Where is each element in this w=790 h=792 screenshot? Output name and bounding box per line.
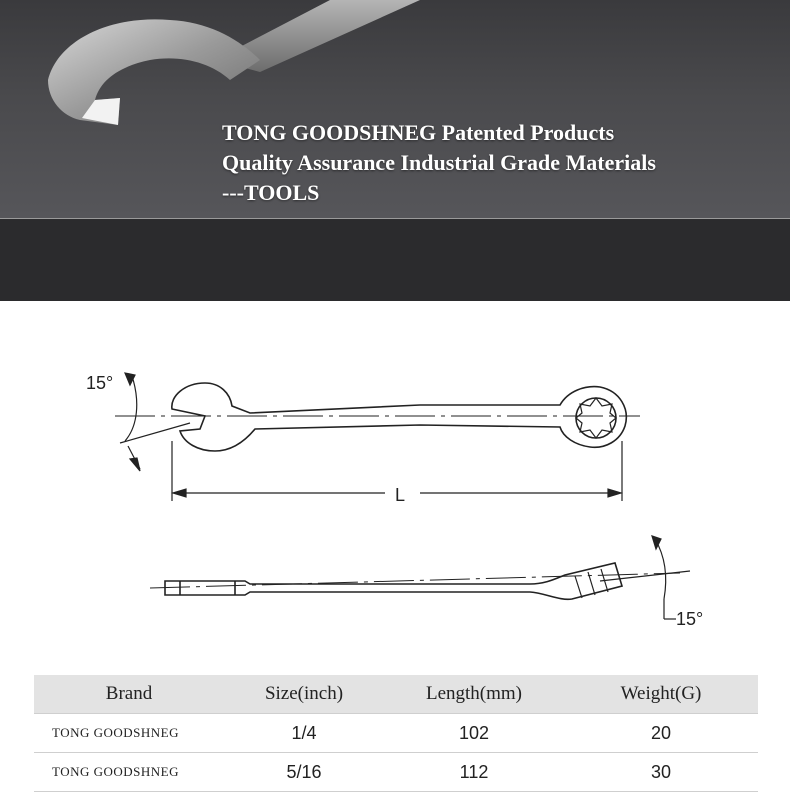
length-label: L xyxy=(395,485,406,505)
dark-band xyxy=(0,219,790,301)
cell-weight: 30 xyxy=(564,753,758,792)
table-header-row xyxy=(34,675,758,714)
table-row xyxy=(34,753,758,792)
table-row xyxy=(34,714,758,753)
cell-length: 112 xyxy=(384,753,564,792)
banner-line-1: TONG GOODSHNEG Patented Products xyxy=(222,120,615,145)
cell-length: 102 xyxy=(384,714,564,753)
spec-table xyxy=(34,675,758,792)
bottom-angle-indicator xyxy=(600,536,690,619)
cell-size: 1/4 xyxy=(224,714,384,753)
cell-brand: TONG GOODSHNEG xyxy=(34,714,224,753)
top-view-wrench xyxy=(172,383,626,451)
hero-banner xyxy=(0,0,790,218)
top-angle-indicator xyxy=(120,373,190,471)
header-weight: Weight(G) xyxy=(564,675,758,714)
cell-weight: 20 xyxy=(564,714,758,753)
angle-label-bottom: 15° xyxy=(676,609,704,629)
angle-label-top: 15° xyxy=(86,373,114,393)
cell-brand: TONG GOODSHNEG xyxy=(34,753,224,792)
header-size: Size(inch) xyxy=(224,675,384,714)
header-brand: Brand xyxy=(34,675,224,714)
wrench-technical-drawing xyxy=(0,301,790,671)
banner-line-2: Quality Assurance Industrial Grade Materials xyxy=(222,150,656,175)
banner-line-3: ---TOOLS xyxy=(222,180,320,205)
cell-size: 5/16 xyxy=(224,753,384,792)
header-length: Length(mm) xyxy=(384,675,564,714)
